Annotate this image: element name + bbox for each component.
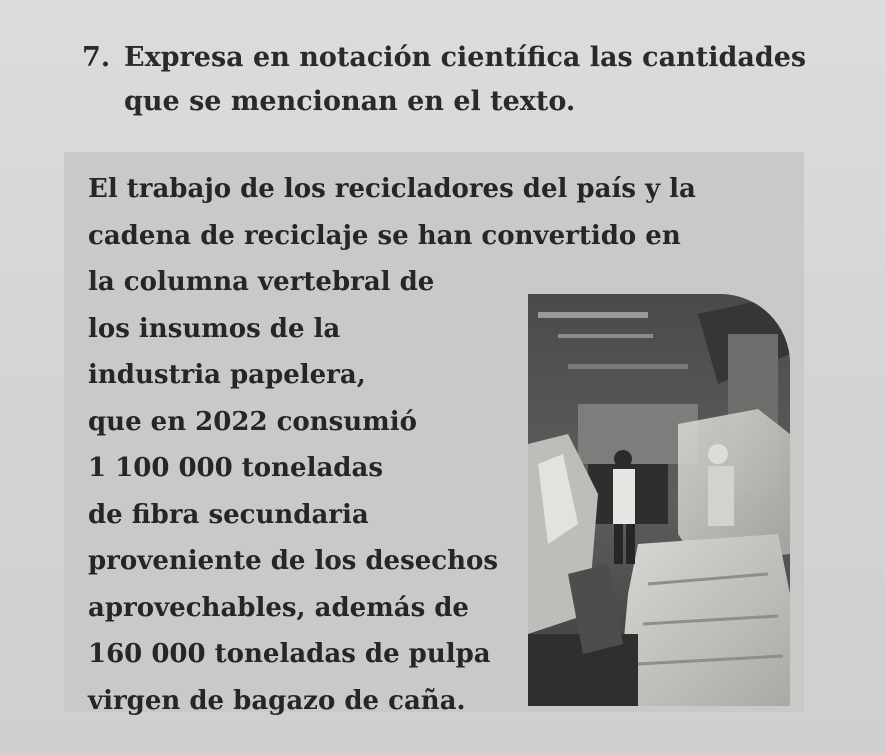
recycling-plant-photo [528, 294, 790, 706]
reading-line: El trabajo de los recicladores del país y la [88, 174, 696, 204]
reading-line: de fibra secundaria [88, 499, 369, 530]
exercise-prompt-line: que se mencionan en el texto. [124, 86, 576, 117]
photo-illustration [528, 294, 790, 706]
reading-line: 1 100 000 toneladas [88, 453, 383, 483]
exercise-number: 7. [82, 42, 111, 73]
exercise-prompt [124, 36, 824, 124]
exercise-prompt-line: Expresa en notación científica las cantidades [124, 42, 807, 73]
reading-line: aprovechables, además de [88, 592, 469, 623]
reading-line: industria papelera, [88, 360, 366, 390]
reading-line: virgen de bagazo de caña. [88, 685, 466, 716]
reading-line: la columna vertebral de [88, 267, 435, 297]
reading-line: 160 000 toneladas de pulpa [88, 639, 491, 669]
reading-line: los insumos de la [88, 313, 341, 344]
reading-line: cadena de reciclaje se han convertido en [88, 220, 681, 251]
reading-line: proveniente de los desechos [88, 546, 498, 576]
reading-line: que en 2022 consumió [88, 406, 417, 437]
